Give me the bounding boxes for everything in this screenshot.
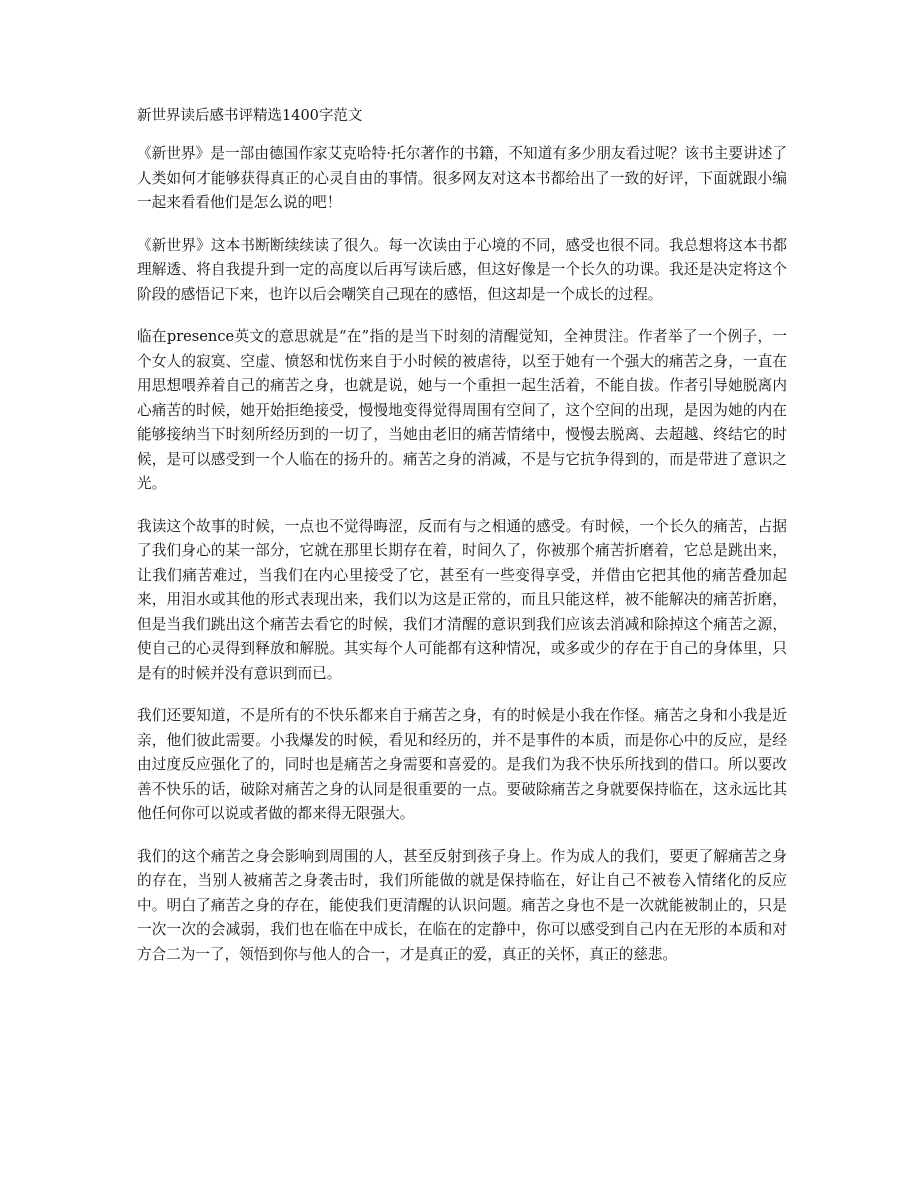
paragraph-presence: 临在presence英文的意思就是“在”指的是当下时刻的清醒觉知，全神贯注。作者举了一个例子，一个女人的寂寞、空虚、愤怒和忧伤来自于小时候的被虐待，以至于她有一个强大的痛苦之身，一直在用思想喂养着自己的痛苦之身，也就是说，她与一个重担一起生活着，不能自拔。作者引导她脱离内心痛苦的时候，她开始拒绝接受，慢慢地变得觉得周围有空间了，这个空间的出现，是因为她的内在能够接纳当下时刻所经历到的一切了，当她由老旧的痛苦情绪中，慢慢去脱离、去超越、终结它的时候，是可以感受到一个人临在的扬升的。痛苦之身的消减，不是与它抗争得到的，而是带进了意识之光。: [137, 328, 787, 492]
paragraph-intro: 《新世界》是一部由德国作家艾克哈特·托尔著作的书籍，不知道有多少朋友看过呢？该书主要讲述了人类如何才能够获得真正的心灵自由的事情。很多网友对这本书都给出了一致的好评，下面就跟小编一起来看看他们是怎么说的吧！: [137, 145, 787, 211]
paragraph-others: 我们的这个痛苦之身会影响到周围的人，甚至反射到孩子身上。作为成人的我们，要更了解痛苦之身的存在，当别人被痛苦之身袭击时，我们所能做的就是保持临在，好让自己不被卷入情绪化的反应中。明白了痛苦之身的存在，能使我们更清醒的认识问题。痛苦之身也不是一次就能被制止的，只是一次一次的会减弱，我们也在临在中成长，在临在的定静中，你可以感受到自己内在无形的本质和对方合二为一了，领悟到你与他人的合一，才是真正的爱，真正的关怀，真正的慈悲。: [137, 847, 787, 963]
document-title: 新世界读后感书评精选1400字范文: [137, 108, 363, 124]
paragraph-reading: 《新世界》这本书断断续续读了很久。每一次读由于心境的不同，感受也很不同。我总想将这本书都理解透、将自我提升到一定的高度以后再写读后感，但这好像是一个长久的功课。我还是决定将这个阶段的感悟记下来，也许以后会嘲笑自己现在的感悟，但这却是一个成长的过程。: [137, 236, 787, 303]
document-page: [137, 104, 787, 985]
paragraph-story: 我读这个故事的时候，一点也不觉得晦涩，反而有与之相通的感受。有时候，一个长久的痛苦，占据了我们身心的某一部分，它就在那里长期存在着，时间久了，你被那个痛苦折磨着，它总是跳出来，让我们痛苦难过，当我们在内心里接受了它，甚至有一些变得享受，并借由它把其他的痛苦叠加起来，用泪水或其他的形式表现出来，我们以为这是正常的，而且只能这样，被不能解决的痛苦折磨，但是当我们跳出这个痛苦去看它的时候，我们才清醒的意识到我们应该去消减和除掉这个痛苦之源，使自己的心灵得到释放和解脱。其实每个人可能都有这种情况，或多或少的存在于自己的身体里，只是有的时候并没有意识到而已。: [137, 517, 787, 682]
paragraph-ego: 我们还要知道，不是所有的不快乐都来自于痛苦之身，有的时候是小我在作怪。痛苦之身和小我是近亲，他们彼此需要。小我爆发的时候，看见和经历的，并不是事件的本质，而是你心中的反应，是经由过度反应强化了的，同时也是痛苦之身需要和喜爱的。是我们为我不快乐所找到的借口。所以要改善不快乐的话，破除对痛苦之身的认同是很重要的一点。要破除痛苦之身就要保持临在，这永远比其他任何你可以说或者做的都来得无限强大。: [137, 707, 787, 822]
